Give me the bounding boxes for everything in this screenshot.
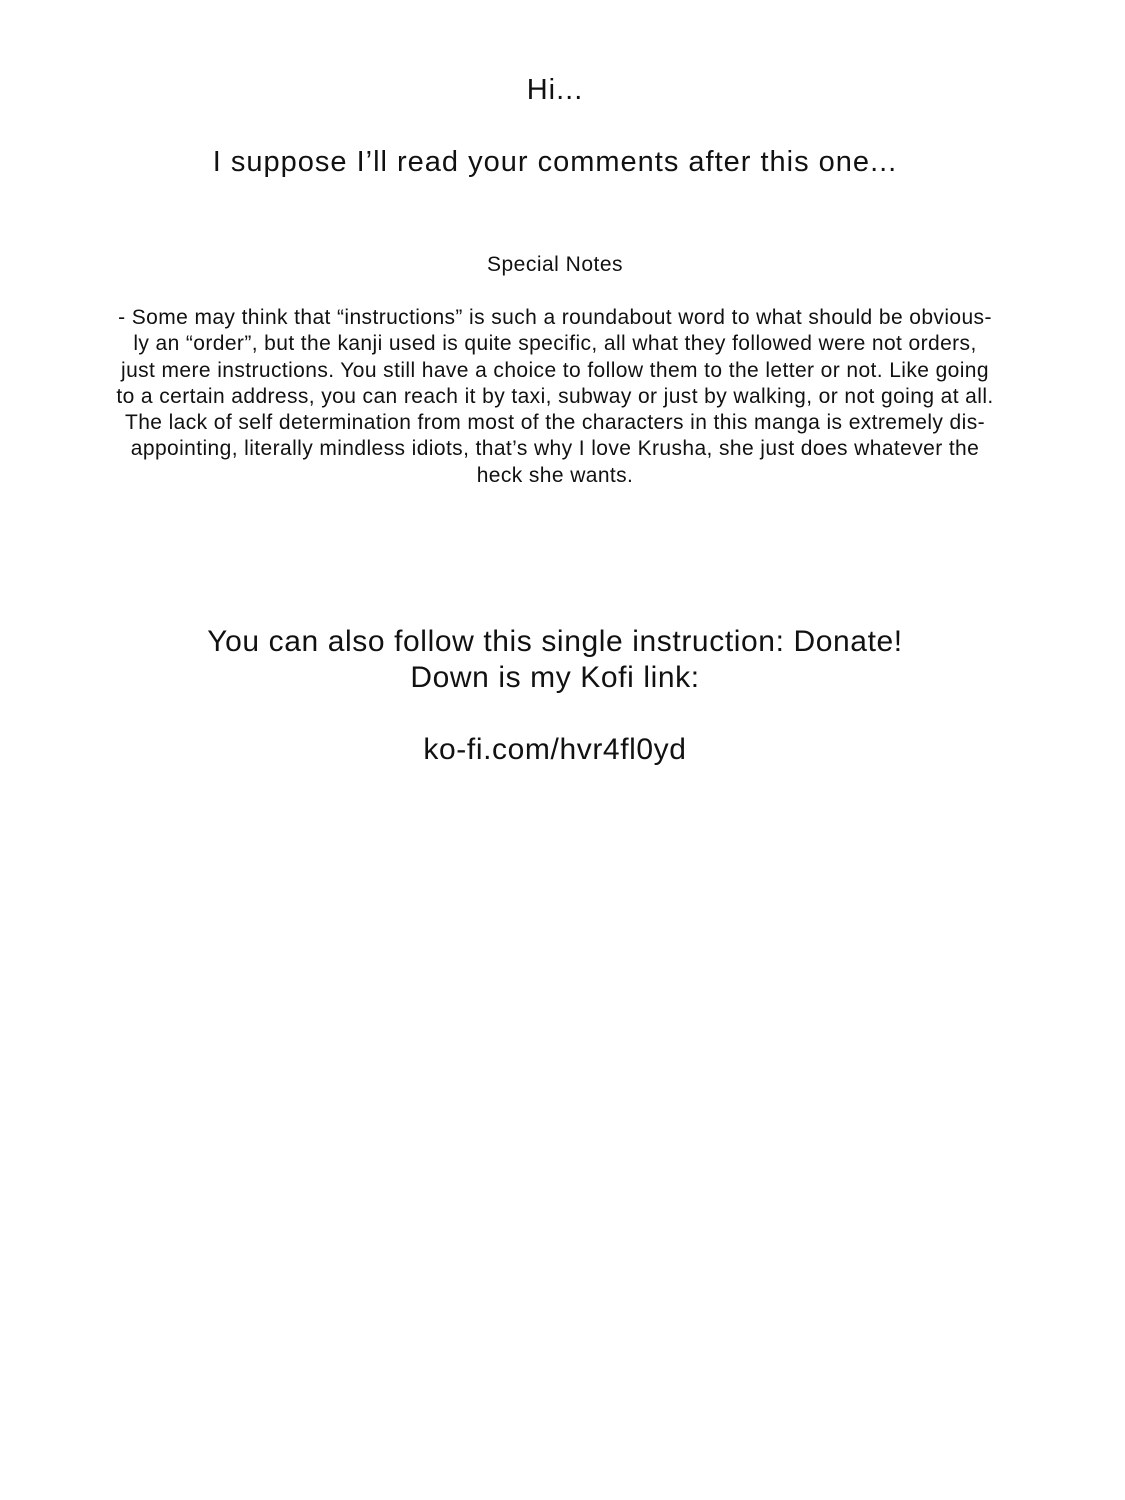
notes-line: appointing, literally mindless idiots, that’s why I love Krusha, she just does whatever the (130, 437, 980, 461)
notes-line: The lack of self determination from most of the characters in this manga is extremely dis- (125, 411, 985, 435)
donate-request-text: You can also follow this single instruction: Donate! (207, 625, 903, 658)
kofi-link[interactable]: ko-fi.com/hvr4fl0yd (423, 733, 687, 766)
notes-line: just mere instructions. You still have a choice to follow them to the letter or not. Like going (121, 358, 989, 382)
special-notes-heading: Special Notes (486, 253, 624, 276)
special-notes-body (0, 305, 1110, 489)
notes-line: to a certain address, you can reach it by taxi, subway or just by walking, or not going at all. (116, 384, 994, 408)
notes-line: heck she wants. (476, 463, 634, 487)
subtitle-text: I suppose I’ll read your comments after this one... (212, 146, 898, 178)
greeting-text: Hi... (526, 74, 584, 106)
notes-line: ly an “order”, but the kanji used is quite specific, all what they followed were not orders, (133, 332, 977, 356)
kofi-intro-text: Down is my Kofi link: (410, 661, 700, 694)
notes-line: - Some may think that “instructions” is such a roundabout word to what should be obvious- (118, 306, 992, 329)
